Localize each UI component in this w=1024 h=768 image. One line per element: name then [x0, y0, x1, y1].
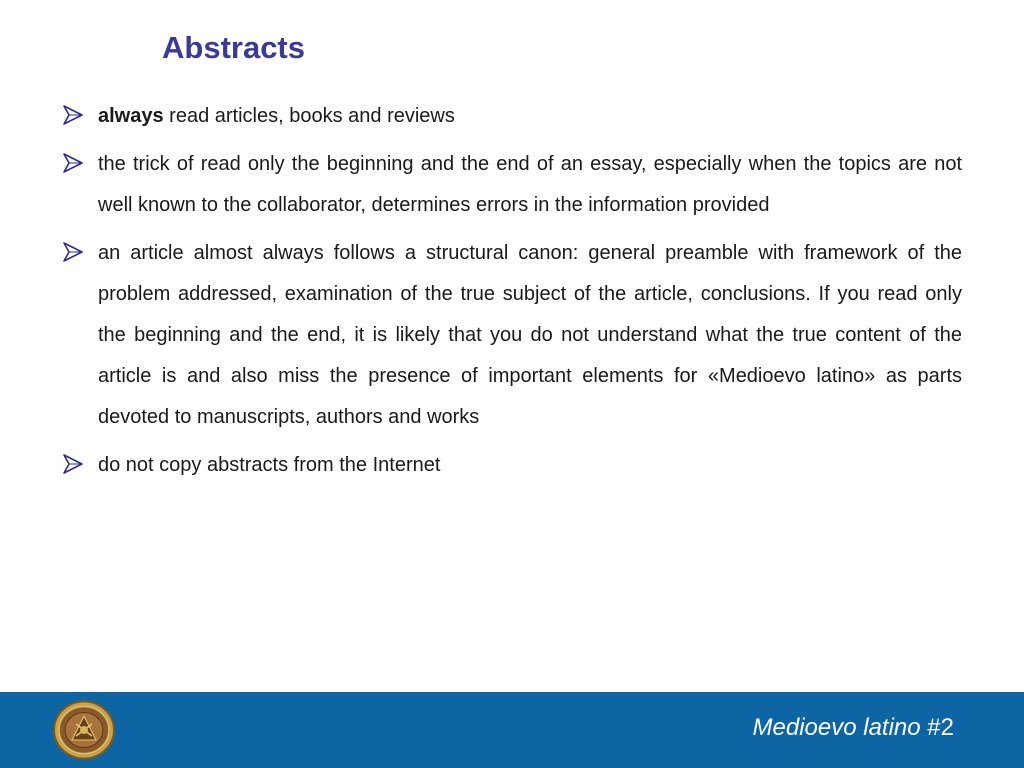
bullet-item: [62, 445, 962, 486]
bullet-item: [62, 144, 962, 226]
bullet-text: the trick of read only the beginning and the end of an essay, especially when the topics are not well known to the collaborator, determines errors in the information provided: [98, 153, 962, 216]
slide-title: Abstracts: [162, 30, 305, 65]
bullet-item: [62, 233, 962, 438]
bullet-text: do not copy abstracts from the Internet: [98, 454, 441, 476]
bullet-text: an article almost always follows a structural canon: general preamble with framework of the problem addressed, examination of the true subject of the article, conclusions. If you read only the beginning and the end, it is likely that you do not understand what the true content of the article is and also miss the presence of important elements for «Medioevo latino» as parts devoted to manuscripts, authors and works: [98, 242, 962, 428]
footer-caption: [753, 714, 954, 742]
arrow-bullet-icon: [62, 453, 84, 475]
seal-logo-icon: [52, 700, 116, 760]
bullet-text: read articles, books and reviews: [163, 105, 455, 127]
arrow-bullet-icon: [62, 241, 84, 263]
footer-caption-title: Medioevo latino: [752, 714, 921, 741]
bullet-bold-text: always: [98, 105, 164, 127]
bullet-item: [62, 96, 962, 137]
footer-bar: [0, 692, 1024, 768]
footer-caption-number: #2: [920, 714, 954, 741]
arrow-bullet-icon: [62, 104, 84, 126]
arrow-bullet-icon: [62, 152, 84, 174]
bullet-list: [62, 96, 962, 493]
